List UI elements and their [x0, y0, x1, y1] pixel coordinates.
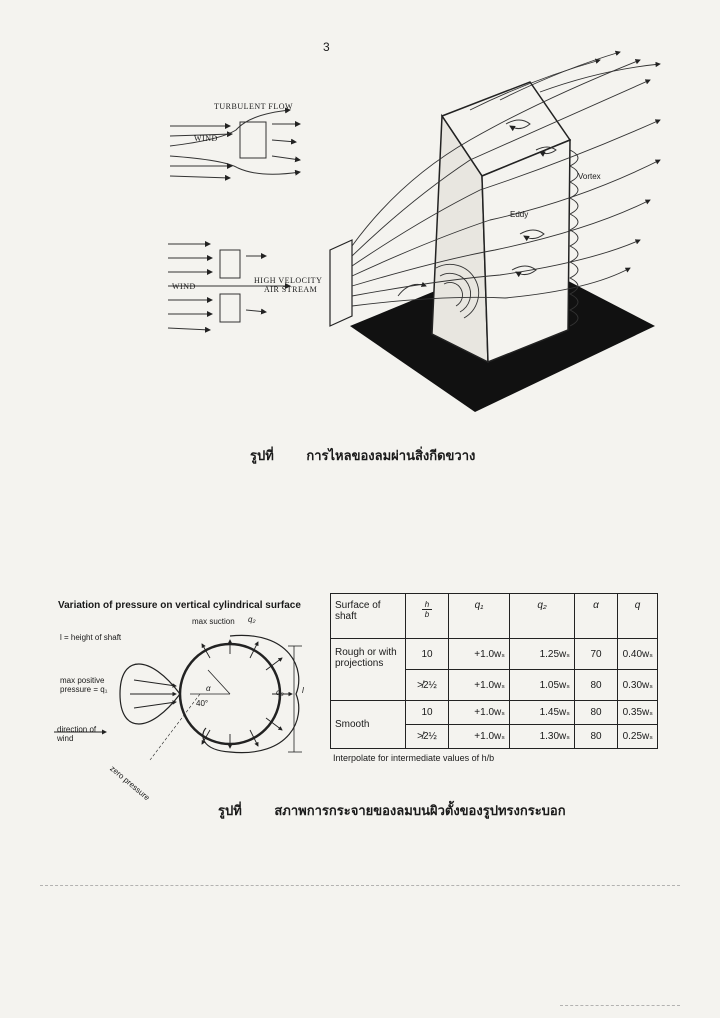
table-row — [331, 701, 658, 725]
turbulent-flow-label: TURBULENT FLOW — [214, 102, 294, 111]
max-positive-label-2: pressure = q₁ — [60, 685, 108, 694]
max-suction-label: max suction — [192, 617, 235, 626]
header-hb-top: h — [424, 600, 430, 609]
air-stream-label: AIR STREAM — [264, 285, 318, 294]
q2-cell: 1.45wₛ — [510, 701, 575, 725]
header-q2: q₂ — [510, 594, 575, 639]
header-alpha: α — [575, 594, 618, 639]
direction-of-wind-label-2: wind — [57, 734, 74, 743]
alpha-cell: 70 — [575, 639, 618, 670]
tall-building-illustration — [330, 52, 660, 412]
direction-of-wind-label-1: direction of — [57, 725, 97, 734]
alpha-cell: 80 — [575, 701, 618, 725]
surface-smooth: Smooth — [331, 701, 406, 749]
obstacle-block-top — [240, 122, 266, 158]
wind-label-top: WIND — [194, 134, 218, 143]
pressure-table — [330, 593, 658, 749]
q-cell: 0.35wₛ — [618, 701, 658, 725]
scan-artifact-line — [40, 885, 680, 886]
figure2-caption-number: รูปที่ — [218, 804, 242, 819]
q3-label: q₃ — [276, 688, 284, 697]
surface-rough: Rough or with projections — [331, 639, 406, 701]
header-surface: Surface of shaft — [331, 594, 406, 639]
wind-flow-illustration — [0, 0, 720, 420]
figure2-caption — [218, 800, 566, 821]
obstacle-block-2 — [220, 294, 240, 322]
q2-cell: 1.25wₛ — [510, 639, 575, 670]
zero-pressure-label: zero pressure — [108, 764, 152, 803]
figure1-caption — [250, 445, 475, 466]
ratio-cell: ≯2½ — [406, 670, 449, 701]
angle-label: 40° — [196, 699, 209, 708]
table-header-row — [331, 594, 658, 639]
page-number: 3 — [323, 40, 330, 54]
q-cell: 0.40wₛ — [618, 639, 658, 670]
q2-label: q₂ — [248, 615, 256, 624]
alpha-label: α — [206, 684, 211, 693]
eddy-label: Eddy — [510, 210, 529, 219]
header-hb — [406, 594, 449, 639]
height-of-shaft-label: l = height of shaft — [60, 633, 122, 642]
figure1-caption-number: รูปที่ — [250, 449, 274, 464]
high-velocity-label: HIGH VELOCITY — [254, 276, 323, 285]
q-cell: 0.30wₛ — [618, 670, 658, 701]
header-q1: q₁ — [449, 594, 510, 639]
figure1-caption-text: การไหลของลมผ่านสิ่งกีดขวาง — [306, 449, 476, 464]
vortex-label: Vortex — [578, 172, 601, 181]
header-q: q — [618, 594, 658, 639]
turbulent-flow-diagram — [170, 110, 300, 178]
figure2-title: Variation of pressure on vertical cylindrical surface — [58, 600, 301, 611]
alpha-cell: 80 — [575, 670, 618, 701]
alpha-cell: 80 — [575, 725, 618, 749]
q1-cell: +1.0wₛ — [449, 639, 510, 670]
ratio-cell: 10 — [406, 639, 449, 670]
wind-duct — [330, 240, 352, 326]
building-side-face — [482, 140, 570, 362]
obstacle-block-1 — [220, 250, 240, 278]
max-positive-label-1: max positive — [60, 676, 105, 685]
table-row — [331, 639, 658, 670]
header-hb-bottom: b — [424, 610, 430, 619]
q1-cell: +1.0wₛ — [449, 725, 510, 749]
q1-cell: +1.0wₛ — [449, 670, 510, 701]
q-cell: 0.25wₛ — [618, 725, 658, 749]
scan-artifact-line — [560, 1005, 680, 1006]
figure2-caption-text: สภาพการกระจายของลมบนผิวตั้งของรูปทรงกระบอก — [274, 804, 566, 819]
ratio-cell: ≯2½ — [406, 725, 449, 749]
l-label: l — [302, 686, 304, 695]
ratio-cell: 10 — [406, 701, 449, 725]
q2-cell: 1.30wₛ — [510, 725, 575, 749]
q1-cell: +1.0wₛ — [449, 701, 510, 725]
q2-cell: 1.05wₛ — [510, 670, 575, 701]
wind-label-bottom: WIND — [172, 282, 196, 291]
interpolate-note: Interpolate for intermediate values of h/b — [333, 753, 495, 763]
